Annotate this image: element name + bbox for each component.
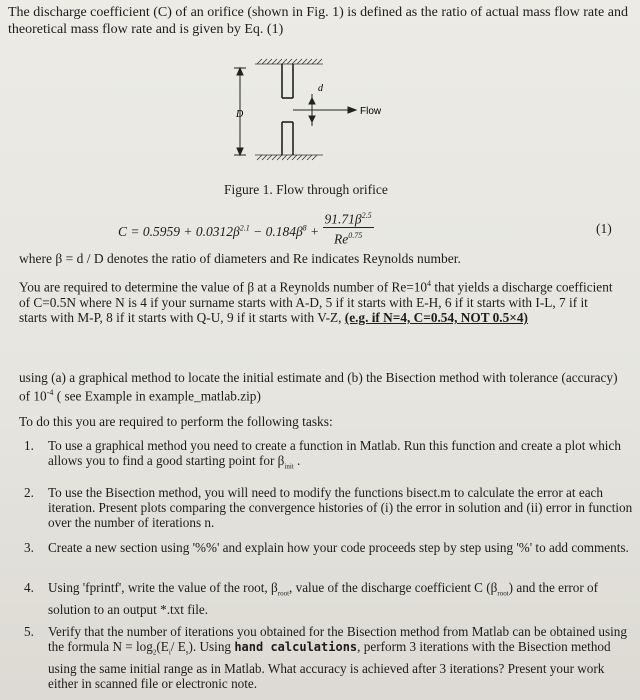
where-line: where β = d / D denotes the ratio of diameters and Re indicates Reynolds number. [19, 251, 461, 266]
label-D: D [236, 109, 244, 120]
label-flow: Flow [360, 106, 382, 117]
label-d: d [318, 83, 323, 94]
orifice-plate [282, 64, 293, 155]
method-paragraph: using (a) a graphical method to locate the initial estimate and (b) the Bisection method with tolerance (accuracy) of $10^{-4}$ ( see Example in example_matlab.zip) [19, 370, 618, 404]
intro-text: The discharge coefficient (C) of an orifice (shown in Fig. 1) is defined as the ratio of actual mass flow rate and theoretical mass flow rate and is given by Eq. (1) [8, 5, 628, 37]
lower-pipe-wall [255, 155, 323, 160]
document-page: The discharge coefficient (C) of an orifice (shown in Fig. 1) is defined as the ratio of actual mass flow rate and theoretical mass flow rate and is given by Eq. (1) d D Flow Figure 1. Flow through orifice $C = 0.5959 + 0.0312\beta^{2.1} - 0.184\beta^8$ + $\frac{91.71\beta^{2.5}}{Re^{0.75}}$ (1) where β = d / D denotes the ratio of diameters and Re indicates Reynolds number. You are required to determine the value of β at a Reynolds number of $Re=10^4$ that yields a discharge coefficient of C=0.5N where N is 4 if your surname starts with A-D, 5 if it starts with E-H, 6 if it starts with I-L, 7 if it starts with M-P, 8 if it starts with Q-U, 9 if it starts with V-Z, (e.g. if N=4, C=0.54, NOT 0.5×4) using (a) a graphical method to locate the initial estimate and (b) the Bisection method with tolerance (accuracy) of $10^{-4}$ ( see Example in example_matlab.zip) To do this you are required to perform the following tasks: 1. To use a graphical method you need to create a function in Matlab. Run this function and create a plot which allows you to find a good starting point for $\beta_{init}$ . 2. To use the Bisection method, you will need to modify the functions bisect.m to calculate the error at each iteration. Present plots comparing the convergence histories of (i) the error in solution and (ii) error in function over the number of iterations n. 3. Create a new section using '%%' and explain how your code proceeds step by step using '%' to add comments. 4. Using 'fprintf', write the value of the root, $\beta_{root}$, value of the discharge coefficient C $(\beta_{root})$ and the error of solution to an output *.txt file. 5. Verify that the number of iterations you obtained for the Bisection method from Matlab can be obtained using the formula $N = \log_2(E_i/$ $E_s$). Using hand calculations, perform 3 iterations with the Bisection method using the same initial range as in Matlab. What accuracy is achieved after 3 iterations? Present your work either in scanned file or electronic note. [0, 0, 640, 700]
requirement-paragraph: You are required to determine the value of β at a Reynolds number of $Re=10^4$ that yields a discharge coefficient of C=0.5N where N is 4 if your surname starts with A-D, 5 if it starts with E-H, 6 if it starts with I-L, 7 if it starts with M-P, 8 if it starts with Q-U, 9 if it starts with V-Z, (e.g. if N=4, C=0.54, NOT 0.5×4) [19, 279, 613, 326]
flow-arrow [293, 107, 356, 113]
equation-number: (1) [596, 221, 612, 236]
orifice-diagram [0, 0, 640, 180]
upper-pipe-wall [255, 59, 323, 64]
figure-caption: Figure 1. Flow through orifice [224, 182, 388, 197]
equation: $C = 0.5959 + 0.0312\beta^{2.1} - 0.184\beta^8$ + $\frac{91.71\beta^{2.5}}{Re^{0.75}}$ [118, 214, 374, 252]
example-note: (e.g. if N=4, C=0.54, NOT 0.5×4) [344, 310, 528, 326]
tasks-intro: To do this you are required to perform the following tasks: [19, 414, 333, 429]
